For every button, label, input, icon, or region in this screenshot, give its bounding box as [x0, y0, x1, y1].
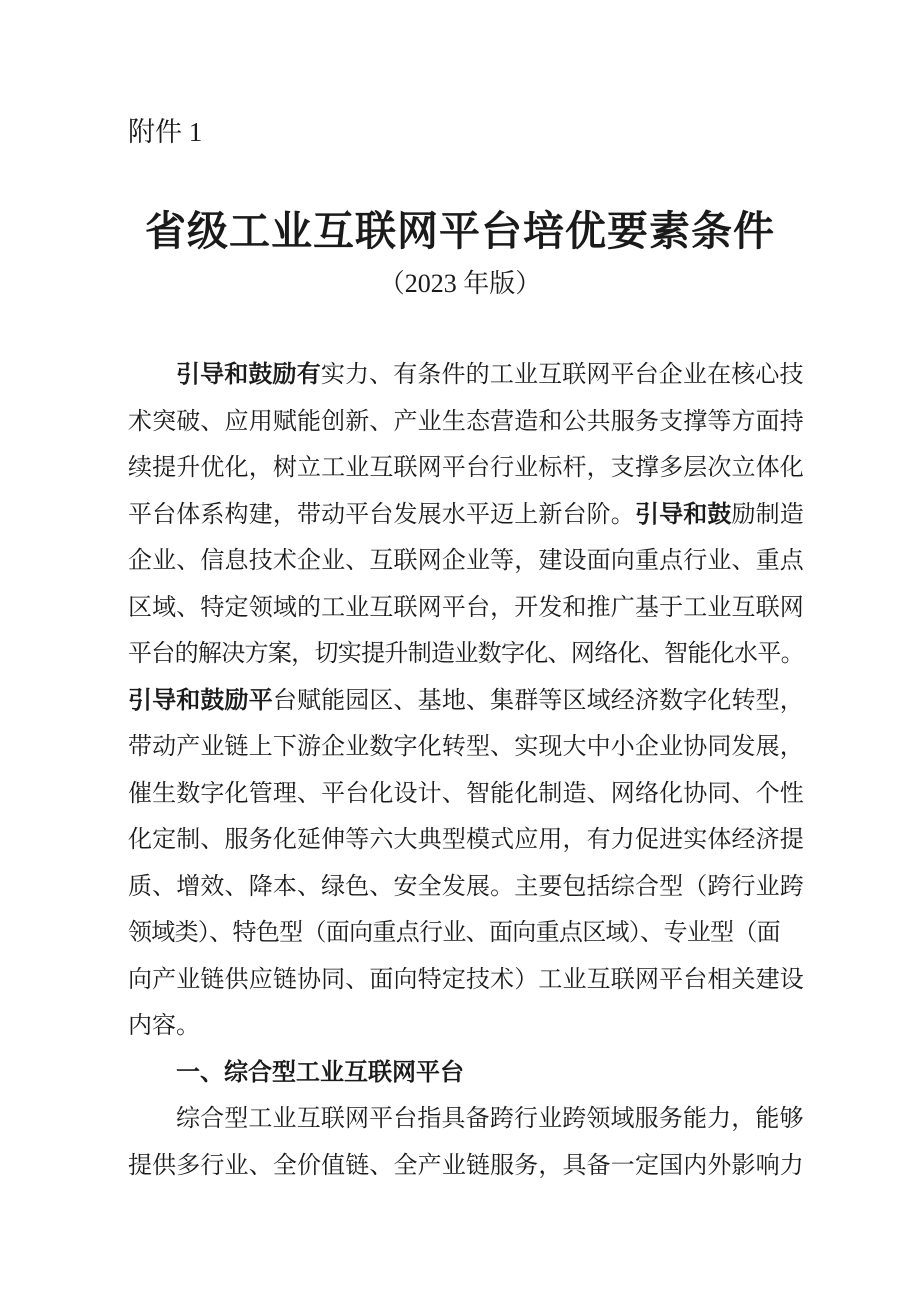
section-heading: [128, 1050, 804, 1097]
text-run: 续提升优化，树立工业互联网平台行业标杆，支撑多层次立体化: [128, 455, 804, 481]
text-run: 化定制、服务化延伸等六大典型模式应用，有力促进实体经济提: [128, 827, 804, 853]
body-line: [128, 771, 804, 818]
text-run: 术突破、应用赋能创新、产业生态营造和公共服务支撑等方面持: [128, 408, 804, 435]
body-line: [128, 1003, 804, 1050]
text-run: 领域类）、特色型（面向重点行业、面向重点区域）、专业型（面: [128, 920, 780, 946]
edition-subtitle: （2023 年版）: [378, 269, 542, 298]
bold-text-run: 引导和鼓励有: [176, 361, 321, 388]
body-line: [128, 538, 804, 585]
body-line: [128, 1096, 804, 1143]
body-line: [128, 445, 804, 492]
text-run: 带动产业链上下游企业数字化转型、实现大中小企业协同发展，: [128, 734, 804, 760]
text-run: 平台的解决方案，切实提升制造业数字化、网络化、智能化水平。: [128, 641, 804, 667]
text-run: 内容。: [128, 1013, 200, 1039]
document-title: 省级工业互联网平台培优要素条件: [145, 208, 775, 254]
body-line: [128, 352, 804, 399]
text-run: 质、增效、降本、绿色、安全发展。主要包括综合型（跨行业跨: [128, 873, 804, 900]
document-body: [128, 352, 804, 1189]
body-line: [128, 817, 804, 864]
text-run: 区域、特定领域的工业互联网平台，开发和推广基于工业互联网: [128, 594, 804, 621]
body-line: [128, 399, 804, 446]
text-run: 企业、信息技术企业、互联网企业等，建设面向重点行业、重点: [128, 548, 804, 574]
body-line: [128, 910, 804, 957]
body-line: [128, 864, 804, 911]
body-line: [128, 631, 804, 678]
text-run: 实力、有条件的工业互联网平台企业在核心技: [320, 362, 804, 388]
body-line: [128, 585, 804, 632]
text-run: 提供多行业、全价值链、全产业链服务，具备一定国内外影响力: [128, 1152, 804, 1179]
body-line: [128, 957, 804, 1004]
body-line: [128, 1143, 804, 1190]
bold-text-run: 引导和鼓: [634, 500, 732, 528]
body-line: [128, 492, 804, 539]
text-run: 平台体系构建，带动平台发展水平迈上新台阶。: [128, 501, 635, 528]
text-run: 综合型工业互联网平台指具备跨行业跨领域服务能力，能够: [176, 1106, 804, 1132]
text-run: 向产业链供应链协同、面向特定技术）工业互联网平台相关建设: [128, 966, 804, 993]
body-line: [128, 678, 804, 725]
body-line: [128, 724, 804, 771]
bold-text-run: 引导和鼓励平: [128, 686, 273, 714]
text-run: 励制造: [731, 501, 804, 528]
bold-text-run: 一、综合型工业互联网平台: [176, 1058, 464, 1086]
text-run: 催生数字化管理、平台化设计、智能化制造、网络化协同、个性: [128, 780, 804, 807]
attachment-label: 附件 1: [128, 117, 203, 147]
text-run: 台赋能园区、基地、集群等区域经济数字化转型，: [272, 687, 804, 714]
